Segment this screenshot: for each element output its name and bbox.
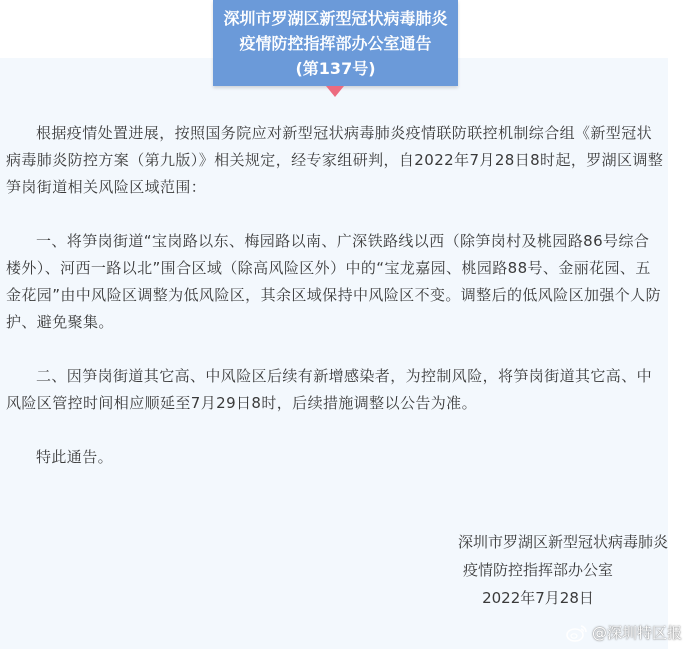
title-line-2: 疫情防控指挥部办公室通告: [239, 34, 432, 53]
title-line-1: 深圳市罗湖区新型冠状病毒肺炎: [223, 9, 448, 28]
paragraph-item-2: 二、因笋岗街道其它高、中风险区后续有新增感染者，为控制风险，将笋岗街道其它高、中风险区管控时间相应顺延至7月29日8时，后续措施调整以公告为准。: [6, 367, 653, 412]
notice-number: (第137号): [295, 59, 376, 78]
watermark: [566, 622, 682, 643]
paragraph-closing: 特此通告。: [36, 448, 114, 466]
signature-org-line-1: 深圳市罗湖区新型冠状病毒肺炎: [457, 533, 668, 551]
signature-date: 2022年7月28日: [482, 589, 594, 607]
signature-block: [408, 528, 668, 612]
title-banner: [213, 0, 458, 86]
watermark-text: @深圳特区报: [591, 624, 682, 642]
signature-org-line-2: 疫情防控指挥部办公室: [462, 561, 613, 579]
notice-body: [6, 120, 664, 498]
paragraph-item-1: 一、将笋岗街道“宝岗路以东、梅园路以南、广深铁路线以西（除笋岗村及桃园路86号综合楼外）、河西一路以北”围合区域（除高风险区外）中的“宝龙嘉园、桃园路88号、金丽花园、五金花园”由中风险区调整为低风险区，其余区域保持中风险区不变。调整后的低风险区加强个人防护、避免聚集。: [6, 232, 661, 331]
weibo-icon: [566, 624, 588, 642]
paragraph-intro: 根据疫情处置进展，按照国务院应对新型冠状病毒肺炎疫情联防联控机制综合组《新型冠状病毒肺炎防控方案（第九版）》相关规定，经专家组研判，自2022年7月28日8时起，罗湖区调整笋岗街道相关风险区域范围：: [6, 124, 664, 196]
banner-arrow-icon: [326, 86, 344, 97]
